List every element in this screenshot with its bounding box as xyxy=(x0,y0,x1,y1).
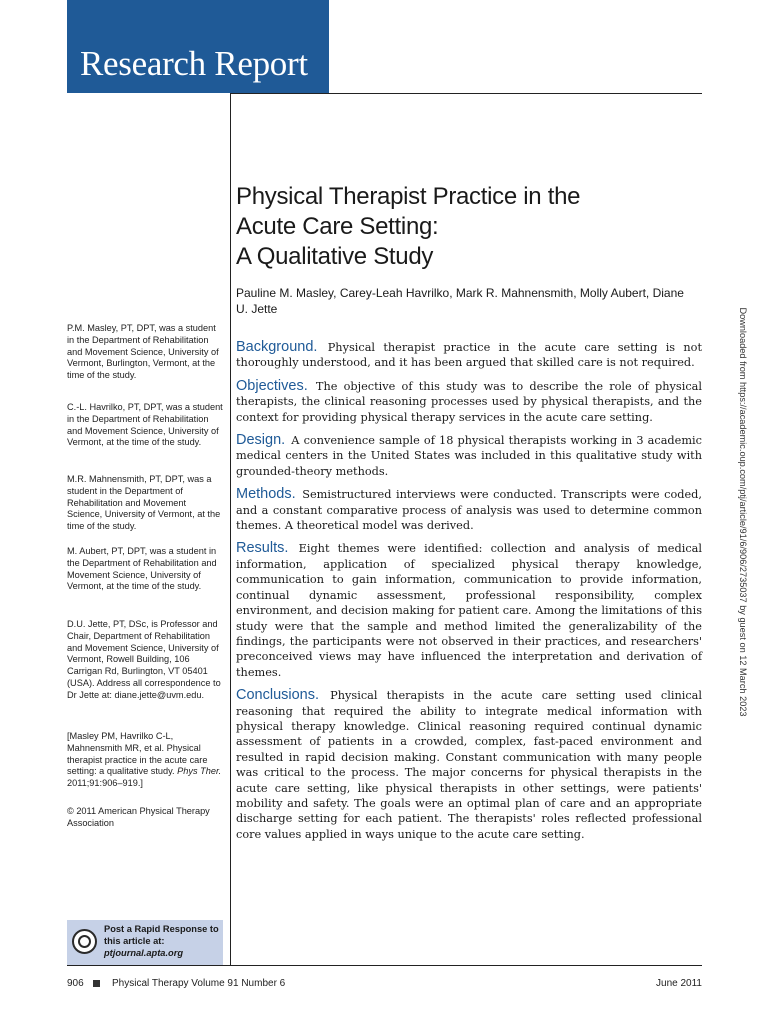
author-bio xyxy=(67,323,223,382)
abstract-section-methods xyxy=(236,487,702,533)
bio-text: M. Aubert, PT, DPT, was a student in the Department of Rehabilitation and Movement Science, University of Vermont, at the time of the study. xyxy=(67,546,217,592)
title-line: Acute Care Setting: xyxy=(236,213,439,240)
abstract-text: Physical therapists in the acute care setting used clinical reasoning that required the ability to integrate medical information with physical therapy knowledge. Clinical reasoning required continual dynamic assessment of patients in a crowded, complex, fast-paced environment and resulted in rapid decision making. Constant communication with many people was critical to the process. The major concerns for physical therapists in the acute care setting, like physical therapists in other settings, were patients' mobility and safety. The goals were an optimal plan of care and an appropriate discharge setting for each patient. The therapists' roles reflected professional core values applied in ways unique to the acute care setting. xyxy=(236,689,703,841)
page-number: 906 xyxy=(67,978,84,989)
column-rule xyxy=(230,93,231,965)
rapid-response-icon xyxy=(72,929,97,954)
section-label: Research Report xyxy=(80,44,308,83)
abstract-section-background xyxy=(236,340,702,371)
bio-text: D.U. Jette, PT, DSc, is Professor and Chair, Department of Rehabilitation and Movement Science, University of Vermont, Rowell Building, 106 Carrigan Rd, Burlington, VT 05401 (USA). Address all correspondence to Dr Jette at: diane.jette@uvm.edu. xyxy=(67,619,221,700)
title-line: A Qualitative Study xyxy=(236,243,434,270)
rapid-response-box xyxy=(67,920,223,965)
abstract-heading: Methods. xyxy=(236,486,296,503)
author-bio xyxy=(67,546,223,593)
abstract-section-conclusions xyxy=(236,688,702,842)
citation-post: 2011;91:906–919.] xyxy=(67,778,143,789)
author-bio xyxy=(67,619,223,702)
abstract-section-design xyxy=(236,433,702,479)
abstract-text: The objective of this study was to describe the role of physical therapists, the clinical reasoning processes used by physical therapists, and the context for providing physical therapy services in the acute care setting. xyxy=(236,379,702,424)
abstract-heading: Results. xyxy=(236,540,289,557)
citation-journal: Phys Ther. xyxy=(177,766,222,777)
rapid-response-link[interactable]: ptjournal.apta.org xyxy=(104,948,184,958)
rapid-response-text xyxy=(104,923,222,959)
bio-text: M.R. Mahnensmith, PT, DPT, was a student in the Department of Rehabilitation and Movement Science, University of Vermont, at the time of the study. xyxy=(67,474,221,532)
rapid-response-line: Post a Rapid Response to xyxy=(104,924,219,934)
abstract-text: Eight themes were identified: collection and analysis of medical information, application of specialized physical therapy knowledge, communication to gain information, communication to provide information, continual dynamic assessment, professional responsibility, complex environment, and decision making for patient care. Among the limitations of this study were that the sample and method limited the generalizability of the findings, the participants were not observed in their practices, and researchers' preconceived views may have influenced the interpretation and derivation of themes. xyxy=(236,542,702,679)
abstract-text: Physical therapist practice in the acute care setting is not thoroughly understood, and it has been argued that skilled care is not required. xyxy=(236,341,702,370)
author-list: Pauline M. Masley, Carey-Leah Havrilko, Mark R. Mahnensmith, Molly Aubert, Diane U. Jette xyxy=(236,286,684,316)
top-rule xyxy=(230,93,702,94)
abstract-heading: Objectives. xyxy=(236,377,308,394)
bio-text: P.M. Masley, PT, DPT, was a student in the Department of Rehabilitation and Movement Science, University of Vermont, Burlington, Vermont, at the time of the study. xyxy=(67,323,219,381)
bottom-rule xyxy=(67,965,702,966)
citation-text xyxy=(67,731,223,790)
square-bullet-icon xyxy=(93,980,100,987)
abstract xyxy=(236,340,702,850)
citation-pre: [Masley PM, Havrilko C-L, Mahnensmith MR, et al. Physical therapist practice in the acute care setting: a qualitative study. xyxy=(67,731,208,777)
abstract-section-objectives xyxy=(236,379,702,425)
abstract-heading: Design. xyxy=(236,432,286,449)
abstract-heading: Conclusions. xyxy=(236,687,320,704)
author-bio xyxy=(67,474,223,533)
page-footer xyxy=(67,978,702,992)
download-note-text: Downloaded from https://academic.oup.com/ptj/article/91/6/906/2735037 by guest on 12 March 2023 xyxy=(738,307,748,717)
journal-info: Physical Therapy Volume 91 Number 6 xyxy=(112,978,286,989)
abstract-section-results xyxy=(236,541,702,680)
citation xyxy=(67,731,223,790)
issue-date: June 2011 xyxy=(656,978,702,989)
abstract-heading: Background. xyxy=(236,339,318,355)
section-banner xyxy=(67,0,329,93)
bio-text: C.-L. Havrilko, PT, DPT, was a student in the Department of Rehabilitation and Movement Science, University of Vermont, at the time of the study. xyxy=(67,402,223,448)
copyright xyxy=(67,806,223,830)
abstract-text: A convenience sample of 18 physical therapists working in 3 academic medical centers in the United States was included in this qualitative study with grounded-theory methods. xyxy=(236,434,702,478)
rapid-response-line: this article at: xyxy=(104,936,165,946)
author-bio xyxy=(67,402,223,449)
title-line: Physical Therapist Practice in the xyxy=(236,183,581,210)
copyright-text: © 2011 American Physical Therapy Association xyxy=(67,806,210,828)
abstract-text: Semistructured interviews were conducted. Transcripts were coded, and a constant comparative process of analysis was used to determine common themes. A theoretical model was derived. xyxy=(236,488,702,533)
article-title xyxy=(236,182,696,272)
